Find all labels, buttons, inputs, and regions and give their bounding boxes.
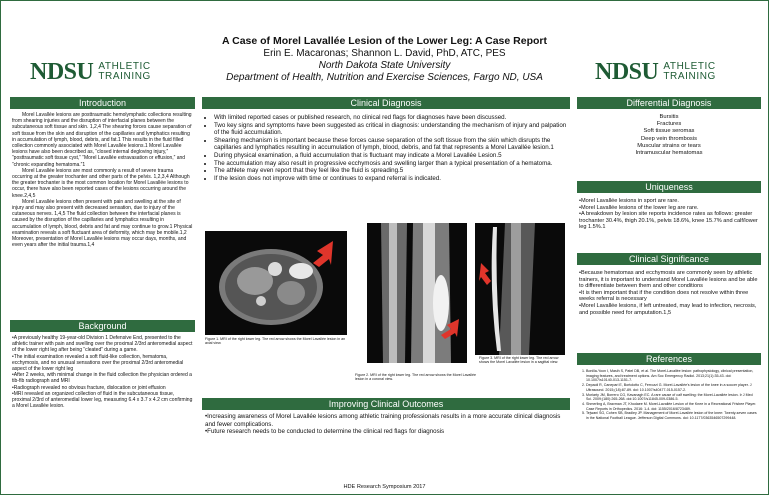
mri-sagittal-image [475, 223, 565, 355]
differential-header: Differential Diagnosis [577, 97, 761, 109]
diagnosis-item: • If the lesion does not improve with time or continues to expand referral is indicated. [214, 175, 567, 183]
background-item: •Radiograph revealed no obvious fracture, dislocation or joint effusion [12, 384, 166, 391]
improving-outcomes-header: Improving Clinical Outcomes [202, 398, 570, 410]
diagnosis-item: • Shearing mechanism is important because these forces cause separation of the soft tissue from the skin which disrupts the capillaries and lymphatics resulting in accumulation of lymph, blood, debris, and fat that represents a Morel Lavallée lesion.1 [214, 137, 567, 152]
ndsu-logo-left [30, 59, 170, 85]
introduction-paragraph-1: Morel Lavallée lesions are posttraumatic hemolymphatic collections resulting from shearing injuries and the disruption of interfacial planes between the subcutaneous soft tissue and skin. 1,2,4 The shearing forces cause separation of soft tissue from the skin and disruption of the capillaries and lymphatics resulting in accumulation of lymph, blood, debris, and fat.1 This results in the fluid filled collection commonly associated with Morel Lavallée lesions.1 Morel Lavallée lesions have also been described as, “closed internal degloving injury,” “posttraumatic soft tissue cyst,” “Morel Lavallée extravasation or effusion,” and “chronic expanding hematoma.”1 [12, 112, 192, 168]
improving-outcomes-text [205, 413, 567, 436]
footer: HDE Research Symposium 2017 [343, 484, 426, 490]
uniqueness-item: •A breakdown by lesion site reports incidence rates as follows: greater trochanter 30.4%, thigh 20.1%, pelvis 18.6%, knee 15.7% and calf/lower leg 1.5%.1 [579, 211, 758, 231]
significance-text [579, 270, 759, 316]
introduction-text [12, 112, 193, 248]
logo-subtext [663, 62, 716, 82]
introduction-paragraph-3: Morel Lavallée lesions often present with pain and swelling at the site of injury and may also present with decreased sensation, due to injury of the cutaneous nerves. 1,4,5 The fluid collection between the interfacial planes is caused by the disruption of the capillaries and lymphatics resulting in accumulation of lymph, blood, debris and fat and may continue to grow.1 Physical examination reveals a soft fluctuant area of deformity, which may be mobile.1,2 Moreover, presentation of Morel Lavallée lesions may occur days, months, and even years after the initial trauma.1,4 [12, 198, 193, 249]
university: North Dakota State University [318, 60, 451, 71]
diagnosis-item: • During physical examination, a fluid accumulation that is fluctuant may indicate a Morel Lavallée Lesion.5 [214, 152, 567, 160]
diagnosis-item: • Two key signs and symptoms have been suggested as critical in diagnosis: understanding the mechanism of injury and palpation of the fluid accumulation. [214, 122, 567, 137]
differential-item: Fractures [656, 121, 682, 128]
diagnosis-item: • The athlete may even report that they feel like the fluid is spreading.5 [214, 167, 567, 175]
uniqueness-item: •Morel Lavallée lesions in sport are rare. [579, 198, 679, 204]
uniqueness-header: Uniqueness [577, 181, 761, 193]
clinical-diagnosis-header: Clinical Diagnosis [202, 97, 570, 109]
mri-coronal-image [367, 223, 467, 363]
reference-item: 4. Shmerling A, Bravman JT, Khodaee M. Morel-Lavallée Lesion of the Knee in a Recreational Frisbee Player. Case Reports in Orthopedics. 2016: 1-4. doi: 1155/2016/8723489. [586, 402, 759, 411]
significance-item: •Morel Lavallée lesions, if left untreated, may lead to infection, necrosis, and possible need for amputation.1,5 [579, 302, 757, 316]
significance-header: Clinical Significance [577, 253, 761, 265]
figure-2-caption: Figure 2. MRI of the right lower leg. The red arrow shows the Morel Lavallée lesion in a coronal view. [355, 373, 476, 382]
differential-item: Soft tissue seromas [643, 128, 695, 135]
diagnosis-item: • The accumulation may also result in progressive ecchymosis and swelling larger than a typical presentation of a hematoma. [214, 160, 567, 168]
poster-title: A Case of Morel Lavallée Lesion of the Lower Leg: A Case Report [222, 35, 547, 47]
background-item: •A previously healthy 19-year-old Division 1 Defensive End, presented to the athletic trainer with pain and swelling over the proximal 2/3rd anteromedial aspect of the lower right leg after being “cleated” during a game. [12, 335, 193, 354]
differential-item: Intramuscular hematomas [635, 150, 703, 157]
ndsu-logo-right [595, 59, 735, 85]
logo-line1: ATHLETIC [98, 61, 151, 72]
mri-coronal-drawing [367, 223, 467, 363]
significance-item: •Because hematomas and ecchymosis are commonly seen by athletic trainers, it is important to understand Morel Lavallée lesions and be able to differentiate between them and other conditions [579, 270, 758, 290]
background-header: Background [10, 320, 195, 332]
differential-list [577, 114, 761, 157]
reference-item: 3. Moriarty JM, Borrero CG, Kavanagh EC. A rare cause of calf swelling: the Morel-Lavallée lesion. Ir J Med Sci. 2009;(180):265-268. doi:10.1007/s11845-009-0386-5. [586, 393, 759, 402]
introduction-paragraph-2: Morel Lavallée lesions are most commonly a result of severe trauma occurring at the greater trochanter and other parts of the pelvis. 1,2,3,4 Although the greater trochanter is the most common location for Morel Lavallée lesions to occur, there have also been reported cases of the lesions occurring around the knee.2,4,5 [12, 167, 190, 199]
background-item: •The initial examination revealed a soft fluid-like collection, hematoma, ecchymosis, and no unusual sensations over the proximal 2/3rd anteromedial aspect of the lower right leg [12, 353, 184, 373]
uniqueness-text [579, 198, 759, 231]
reference-item: 1. Bonilla-Yoon I, Masih S, Patel DB, et al. The Morel-Lavallée lesion: pathophysiology, clinical presentation, imaging features, and treatment options. Am Soc Emergency Radiol. 2013;21(1):35-43. doi: 10.1007/s10140-013-1151-7. [586, 369, 759, 383]
mri-sagittal-drawing [475, 223, 565, 355]
figure-3-caption: Figure 3. MRI of the right lower leg. The red arrow shows the Morel Lavallée lesion in a sagittal view. [479, 356, 559, 365]
significance-item: •It is then important that if the condition does not resolve within three weeks referral is necessary [579, 289, 749, 303]
mri-axial-image [205, 231, 347, 335]
logo-subtext [98, 62, 151, 82]
differential-item: Deep vein thrombosis [640, 135, 698, 142]
logo-line1: ATHLETIC [663, 61, 716, 72]
reference-item: 2. Depaoli R, Canepari E, Bortolotto C, Ferrozzi G. Morel-Lavallée’s lesion of the knee in a soccer player. J Ultrasound. 2015;(18):87-89. doi: 10.1007/s40477-015-0157-2. [586, 383, 759, 392]
authors: Erin E. Macaronas; Shannon L. David, PhD, ATC, PES [263, 48, 506, 59]
logo-line2: TRAINING [98, 71, 151, 82]
background-text [12, 335, 193, 409]
differential-item: Muscular strains or tears [637, 142, 701, 149]
differential-item: Bursitis [659, 114, 679, 120]
logo-wordmark: NDSU [30, 59, 94, 85]
outcome-item: •Increasing awareness of Morel Lavallée lesions among athletic training professionals results in a more accurate clinical diagnosis and fewer complications. [205, 413, 561, 428]
logo-wordmark: NDSU [595, 59, 659, 85]
title-block [197, 35, 572, 84]
figure-1-caption: Figure 1. MRI of the right lower leg. The red arrow shows the Morel Lavallée lesion in an axial view. [205, 337, 346, 346]
introduction-header: Introduction [10, 97, 195, 109]
diagnosis-item: • With limited reported cases or published research, no clinical red flags for diagnoses have been discussed. [214, 114, 567, 122]
mri-axial-drawing [205, 231, 347, 335]
references-list [579, 369, 759, 421]
background-item: •MRI revealed an organized collection of fluid in the subcutaneous tissue, proximal 2/3rd of anteromedial lower leg, measuring 6.4 x 3.7 x 4.2 cm confirming a Morel Lavallée lesion. [12, 390, 193, 410]
clinical-diagnosis-text [205, 114, 567, 182]
reference-item: 5. Tejwani SG, Cohen SB, Bradley JP. Management of Morel-Lavallée lesion of the knee: Twenty-seven cases in the National Football League. Jefferson Digital Commons. doi: 10.1177/0363546507299448. [586, 411, 759, 420]
outcome-item: •Future research needs to be conducted to determine the clinical red flags for diagnosis [205, 428, 445, 436]
background-item: •After 2 weeks, with minimal change in the fluid collection the physician ordered a tib-fib radiograph and MRI [12, 372, 192, 385]
department: Department of Health, Nutrition and Exercise Sciences, Fargo ND, USA [226, 72, 543, 83]
uniqueness-item: •Morel Lavallée lesions of the lower leg are rare. [579, 204, 699, 211]
logo-line2: TRAINING [663, 71, 716, 82]
references-header: References [577, 353, 761, 365]
